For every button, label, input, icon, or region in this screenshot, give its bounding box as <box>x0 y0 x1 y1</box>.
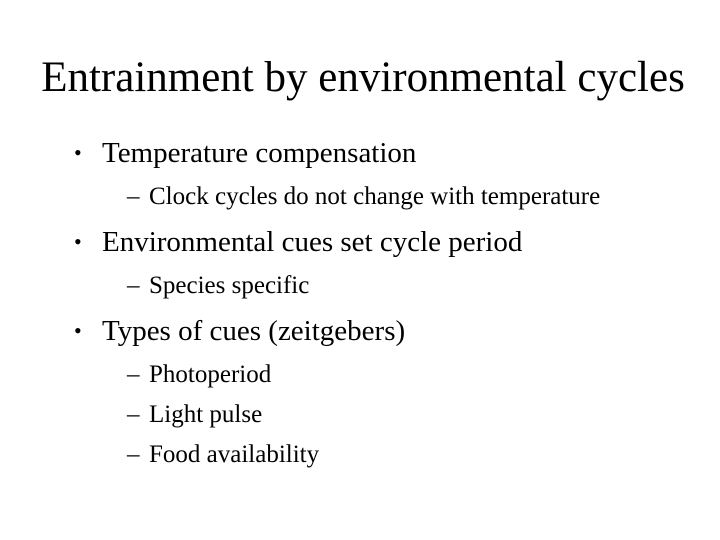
bullet-text: Temperature compensation <box>102 137 417 169</box>
sub-text: Light pulse <box>149 401 263 428</box>
sub-marker: – <box>127 361 140 388</box>
slide-content <box>74 133 714 475</box>
sub-marker: – <box>127 401 140 428</box>
sub-marker: – <box>127 272 140 299</box>
bullet-marker: • <box>74 140 82 165</box>
sub-marker: – <box>127 183 140 210</box>
sub-list <box>127 177 714 217</box>
sub-text: Species specific <box>149 272 310 299</box>
sub-item <box>127 177 714 217</box>
sub-text: Photoperiod <box>149 361 272 388</box>
sub-item <box>127 435 714 475</box>
bullet-item <box>74 133 714 173</box>
sub-marker: – <box>127 441 140 468</box>
bullet-text: Environmental cues set cycle period <box>102 226 523 258</box>
slide-title: Entrainment by environmental cycles <box>41 54 685 101</box>
bullet-text: Types of cues (zeitgebers) <box>102 315 406 347</box>
bullet-marker: • <box>74 318 82 343</box>
bullet-marker: • <box>74 229 82 254</box>
sub-text: Food availability <box>149 441 320 468</box>
bullet-item <box>74 222 714 262</box>
sub-list <box>127 266 714 306</box>
sub-text: Clock cycles do not change with temperature <box>149 183 601 210</box>
sub-item <box>127 266 714 306</box>
bullet-item <box>74 311 714 351</box>
sub-list <box>127 355 714 475</box>
sub-item <box>127 355 714 395</box>
sub-item <box>127 395 714 435</box>
